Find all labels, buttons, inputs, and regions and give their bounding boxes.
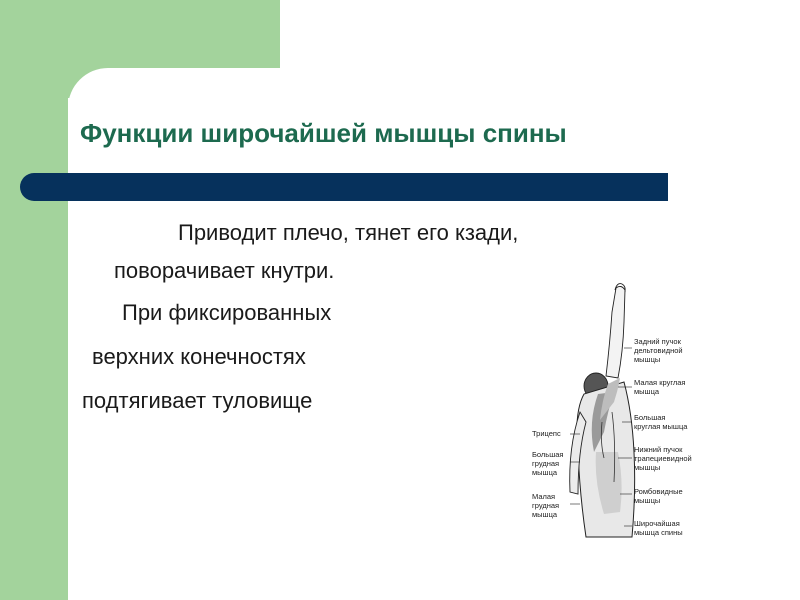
paragraph-line-3: При фиксированных	[122, 300, 332, 325]
anatomy-figure	[528, 282, 694, 552]
label-pectoralis-minor: Малая грудная мышца	[532, 492, 560, 519]
label-rhomboids: Ромбовидные мышцы	[634, 487, 683, 505]
title-divider-bar	[20, 173, 668, 201]
label-teres-major: Большая круглая мышца	[634, 413, 688, 431]
paragraph-line-2: поворачивает кнутри.	[114, 258, 335, 283]
label-pectoralis-major: Большая грудная мышца	[532, 450, 564, 477]
paragraph-line-1: Приводит плечо, тянет его кзади,	[178, 220, 519, 245]
paragraph-line-4: верхних конечностях	[92, 344, 306, 369]
label-posterior-deltoid: Задний пучок дельтовидной мышцы	[634, 337, 683, 364]
slide-title: Функции широчайшей мышцы спины	[80, 118, 567, 148]
label-teres-minor: Малая круглая мышца	[634, 378, 686, 396]
label-triceps: Трицепс	[532, 429, 561, 438]
label-lower-trapezius: Нижний пучок трапециевидной мышцы	[634, 445, 692, 472]
paragraph-line-5: подтягивает туловище	[82, 388, 313, 413]
label-latissimus-dorsi: Широчайшая мышца спины	[634, 519, 683, 537]
